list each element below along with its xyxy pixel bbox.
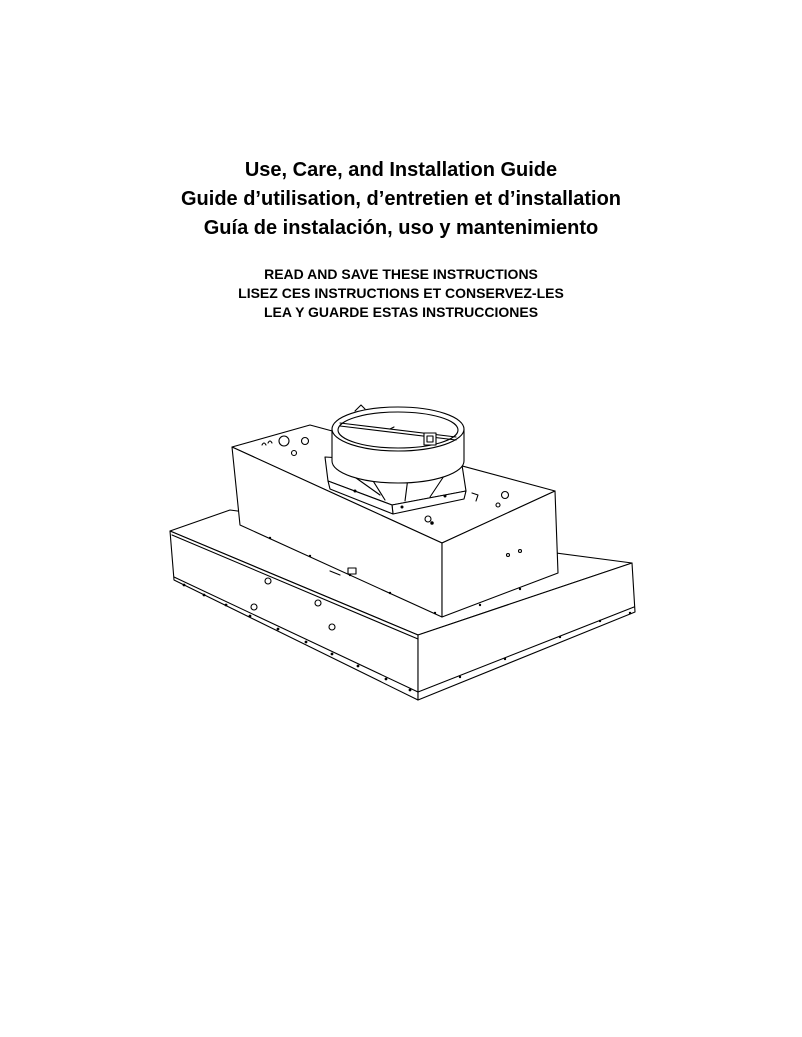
- title-french: Guide d’utilisation, d’entretien et d’installation: [180, 188, 622, 210]
- notice-spanish: LEA Y GUARDE ESTAS INSTRUCCIONES: [263, 304, 539, 320]
- instruction-notice-block: [0, 265, 802, 322]
- title-english: Use, Care, and Installation Guide: [244, 159, 558, 181]
- title-block: [0, 156, 802, 243]
- title-spanish: Guía de instalación, uso y mantenimiento: [203, 217, 599, 239]
- notice-french: LISEZ CES INSTRUCTIONS ET CONSERVEZ-LES: [238, 285, 564, 301]
- round-duct-collar: [332, 405, 464, 483]
- notice-english: READ AND SAVE THESE INSTRUCTIONS: [264, 266, 538, 282]
- range-hood-illustration: [160, 395, 650, 705]
